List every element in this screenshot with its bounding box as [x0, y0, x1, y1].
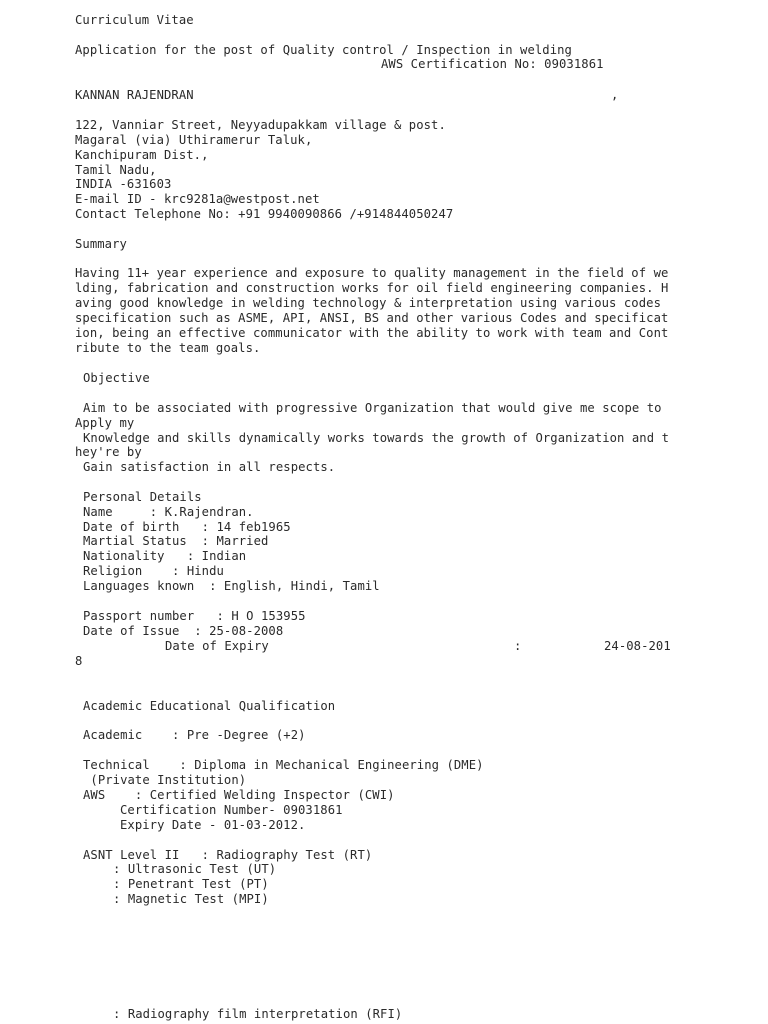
- objective-line: Aim to be associated with progressive Organization that would give me scope to: [83, 401, 662, 415]
- address-line: Magaral (via) Uthiramerur Taluk,: [75, 133, 313, 147]
- objective-line: Knowledge and skills dynamically works towards the growth of Organization and t: [83, 431, 669, 445]
- personal-detail-name: Name : K.Rajendran.: [83, 505, 254, 519]
- email-line: E-mail ID - krc9281a@westpost.net: [75, 192, 320, 206]
- academic-qualification: Academic : Pre -Degree (+2): [83, 728, 306, 742]
- name-trailing-mark: ,: [611, 88, 619, 102]
- passport-expiry-colon: :: [514, 639, 522, 653]
- passport-expiry-label: Date of Expiry: [165, 639, 269, 653]
- rfi-line: : Radiography film interpretation (RFI): [113, 1007, 403, 1021]
- personal-detail-languages: Languages known : English, Hindi, Tamil: [83, 579, 380, 593]
- technical-qualification: Technical : Diploma in Mechanical Engineering (DME): [83, 758, 484, 772]
- aws-certification-number-line: Certification Number- 09031861: [120, 803, 343, 817]
- private-institution-note: (Private Institution): [83, 773, 247, 787]
- aws-qualification: AWS : Certified Welding Inspector (CWI): [83, 788, 395, 802]
- applicant-name: KANNAN RAJENDRAN: [75, 88, 194, 102]
- summary-line: specification such as ASME, API, ANSI, BS and other various Codes and specificat: [75, 311, 669, 325]
- academic-heading: Academic Educational Qualification: [83, 699, 336, 713]
- document-title: Curriculum Vitae: [75, 13, 194, 27]
- asnt-test-item: : Penetrant Test (PT): [113, 877, 269, 891]
- objective-line: hey're by: [75, 445, 142, 459]
- passport-expiry-value-wrap: 8: [75, 654, 83, 668]
- address-line: Tamil Nadu,: [75, 163, 157, 177]
- objective-line: Apply my: [75, 416, 135, 430]
- personal-details-heading: Personal Details: [83, 490, 202, 504]
- summary-line: ion, being an effective communicator with the ability to work with team and Cont: [75, 326, 669, 340]
- passport-expiry-value: 24-08-201: [604, 639, 671, 653]
- address-line: INDIA -631603: [75, 177, 172, 191]
- aws-expiry-date: Expiry Date - 01-03-2012.: [120, 818, 306, 832]
- asnt-test-item: : Ultrasonic Test (UT): [113, 862, 277, 876]
- aws-certification-number: AWS Certification No: 09031861: [381, 57, 604, 71]
- summary-heading: Summary: [75, 237, 127, 251]
- summary-line: aving good knowledge in welding technology & interpretation using various codes: [75, 296, 661, 310]
- objective-heading: Objective: [83, 371, 150, 385]
- phone-line: Contact Telephone No: +91 9940090866 /+914844050247: [75, 207, 454, 221]
- passport-number: Passport number : H O 153955: [83, 609, 306, 623]
- address-line: 122, Vanniar Street, Neyyadupakkam village & post.: [75, 118, 446, 132]
- application-line: Application for the post of Quality control / Inspection in welding: [75, 43, 572, 57]
- address-line: Kanchipuram Dist.,: [75, 148, 209, 162]
- objective-line: Gain satisfaction in all respects.: [83, 460, 336, 474]
- personal-detail-dob: Date of birth : 14 feb1965: [83, 520, 291, 534]
- passport-issue-date: Date of Issue : 25-08-2008: [83, 624, 284, 638]
- summary-line: Having 11+ year experience and exposure to quality management in the field of we: [75, 266, 669, 280]
- personal-detail-marital: Martial Status : Married: [83, 534, 269, 548]
- personal-detail-religion: Religion : Hindu: [83, 564, 224, 578]
- asnt-test-item: : Magnetic Test (MPI): [113, 892, 269, 906]
- summary-line: ribute to the team goals.: [75, 341, 261, 355]
- asnt-level-line: ASNT Level II : Radiography Test (RT): [83, 848, 373, 862]
- personal-detail-nationality: Nationality : Indian: [83, 549, 247, 563]
- summary-line: lding, fabrication and construction works for oil field engineering companies. H: [75, 281, 669, 295]
